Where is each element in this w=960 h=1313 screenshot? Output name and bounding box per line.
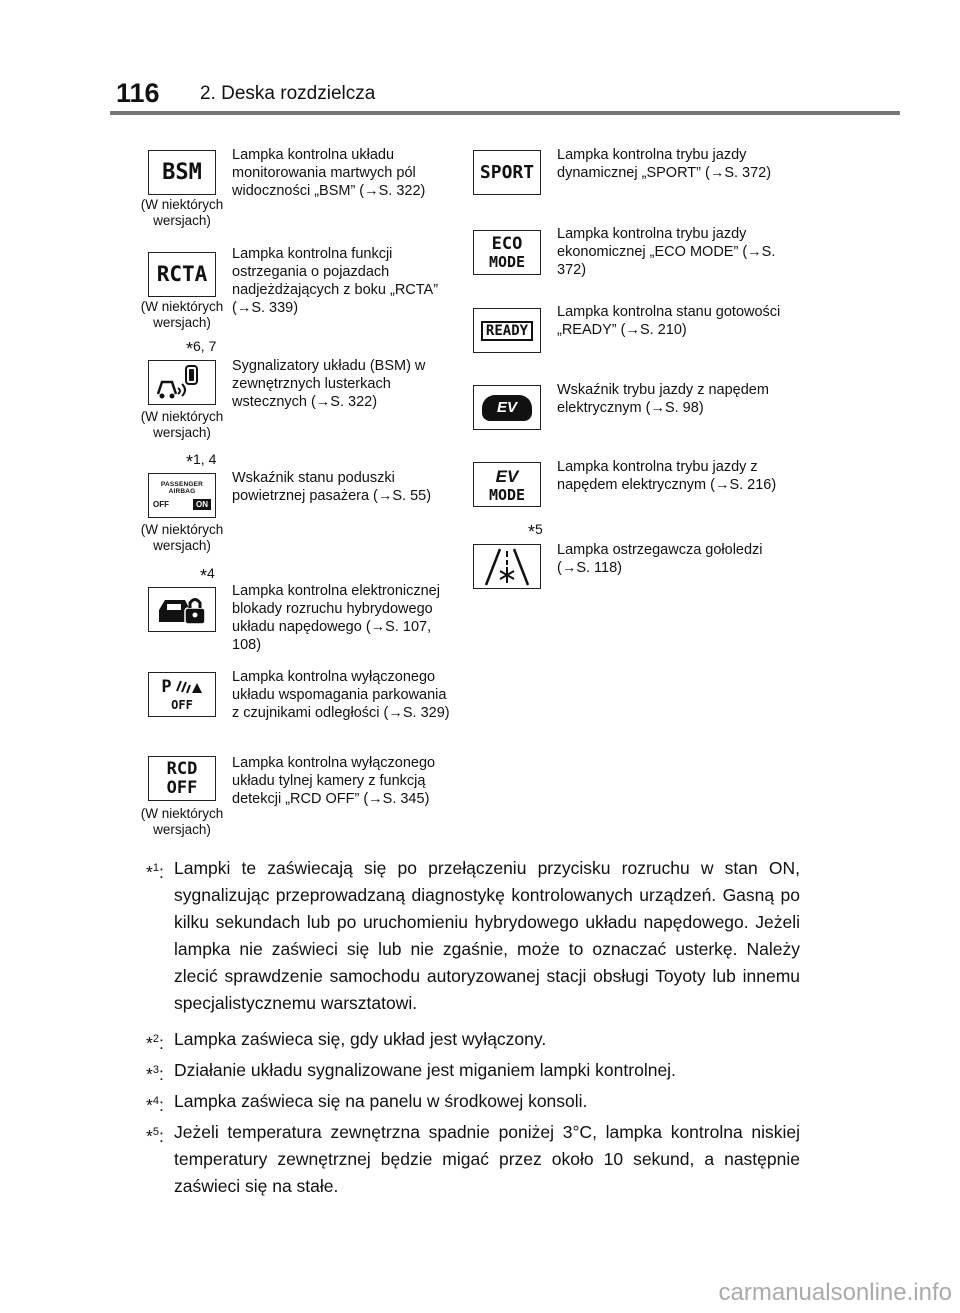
bsm-description: Lampka kontrolna układu monitorowania martwych pól widoczności „BSM” (→S. 322) [232,147,426,199]
eco-mode-description: Lampka kontrolna trybu jazdy ekonomicznej „ECO MODE” (→S. 372) [557,226,776,278]
ev-mode-indicator-icon [473,462,541,507]
sport-icon-label: SPORT [479,161,535,183]
ready-description: Lampka kontrolna stanu gotowości „READY” (→S. 210) [557,304,781,338]
availability-note: (W niektórych wersjach) [140,522,224,553]
bsm-mirror-icon [148,360,216,405]
ev-mode-sub-label: MODE [488,485,526,504]
immobilizer-indicator-icon [148,587,216,632]
parking-icon-label: P [161,676,172,697]
source-watermark: carmanualsonline.info [718,1279,952,1306]
rcta-icon-label: RCTA [156,262,208,286]
ev-icon-label: EV [496,399,517,416]
availability-note: (W niektórych wersjach) [140,806,224,837]
bsm-mirror-description: Sygnalizatory układu (BSM) w zewnętrznych lusterkach wstecznych (→S. 322) [232,358,426,410]
eco-icon-label: ECO [491,233,523,254]
ev-indicator-description: Wskaźnik trybu jazdy z napędem elektrycznym (→S. 98) [557,382,769,416]
airbag-off-label: OFF [153,500,169,509]
airbag-description: Wskaźnik stanu poduszki powietrznej pasażera (→S. 55) [232,470,432,504]
rcd-off-indicator-icon [148,756,216,801]
ev-car-icon [482,395,532,421]
rcd-off-label: OFF [166,777,198,798]
availability-note: (W niektórych wersjach) [140,409,224,440]
parking-assist-off-icon [148,672,216,717]
footnote-2: *$^2$: Lampka zaświeca się, gdy układ jest wyłączony. [146,1029,547,1053]
footnote-marker: *1, 4 [186,451,217,472]
section-title: 2. Deska rozdzielcza [200,83,376,104]
footnote-marker: *5 [528,521,543,542]
passenger-airbag-indicator-icon [148,473,216,518]
rcd-icon-label: RCD [166,758,198,779]
parking-assist-description: Lampka kontrolna wyłączonego układu wspomagania parkowania z czujnikami odległości (→S. 329) [232,669,450,721]
ready-icon-label: READY [481,321,533,341]
page-number: 116 [116,78,160,108]
ev-indicator-icon [473,385,541,430]
footnote-marker: *4 [200,565,215,586]
availability-note: (W niektórych wersjach) [140,299,224,330]
ice-warning-indicator-icon [473,544,541,589]
airbag-on-label: ON [193,499,211,510]
footnote-1: *$^1$: Lampki te zaświecają się po przełączeniu przycisku rozruchu w stan ON, sygnalizując przeprowadzaną diagnostykę kontrolowanych urządzeń. Gasną po kilku sekundach lub po uruchomieniu hybrydowego układu napędowego. Jeżeli lampka nie zaświeci się lub nie zgaśnie, może to oznaczać usterkę. Należy zlecić sprawdzenie samochodu autoryzowanej stacji obsługi Toyoty lub innemu specjalistycznemu warsztatowi. [146,858,800,1013]
ev-mode-description: Lampka kontrolna trybu jazdy z napędem elektrycznym (→S. 216) [557,459,777,493]
road-ice-icon [482,547,532,587]
parking-off-label: OFF [171,697,193,712]
airbag-icon-label: PASSENGER AIRBAG [160,481,204,495]
rcta-indicator-icon [148,252,216,297]
ice-warning-description: Lampka ostrzegawcza gołoledzi (→S. 118) [557,542,763,576]
sensor-waves-icon [175,679,203,695]
bsm-indicator-icon [148,150,216,195]
ev-mode-icon-label: EV [495,466,519,486]
footnote-3: *$^3$: Działanie układu sygnalizowane jest miganiem lampki kontrolnej. [146,1060,676,1084]
availability-note: (W niektórych wersjach) [140,197,224,228]
rcd-description: Lampka kontrolna wyłączonego układu tylnej kamery z funkcją detekcji „RCD OFF” (→S. 345) [232,755,436,807]
car-lock-icon [155,592,209,628]
immobilizer-description: Lampka kontrolna elektronicznej blokady rozruchu hybrydowego układu napędowego (→S. 107, 108) [232,583,440,653]
bsm-icon-label: BSM [162,159,202,185]
sport-mode-description: Lampka kontrolna trybu jazdy dynamicznej „SPORT” (→S. 372) [557,147,772,181]
footnote-4: *$^4$: Lampka zaświeca się na panelu w środkowej konsoli. [146,1091,588,1115]
footnote-marker: *6, 7 [186,338,217,359]
ready-indicator-icon [473,308,541,353]
footnote-5: *$^5$: Jeżeli temperatura zewnętrzna spadnie poniżej 3°C, lampka kontrolna niskiej temperatury zewnętrznej będzie migać przez około 10 sekund, a następnie zaświeci się na stałe. [146,1122,800,1196]
header-rule [110,111,900,115]
sport-mode-indicator-icon [473,150,541,195]
eco-mode-indicator-icon [473,230,541,275]
car-with-signal-icon [152,364,212,402]
rcta-description: Lampka kontrolna funkcji ostrzegania o pojazdach nadjeżdżających z boku „RCTA” (→S. 339) [232,246,439,316]
eco-mode-label: MODE [488,252,526,271]
